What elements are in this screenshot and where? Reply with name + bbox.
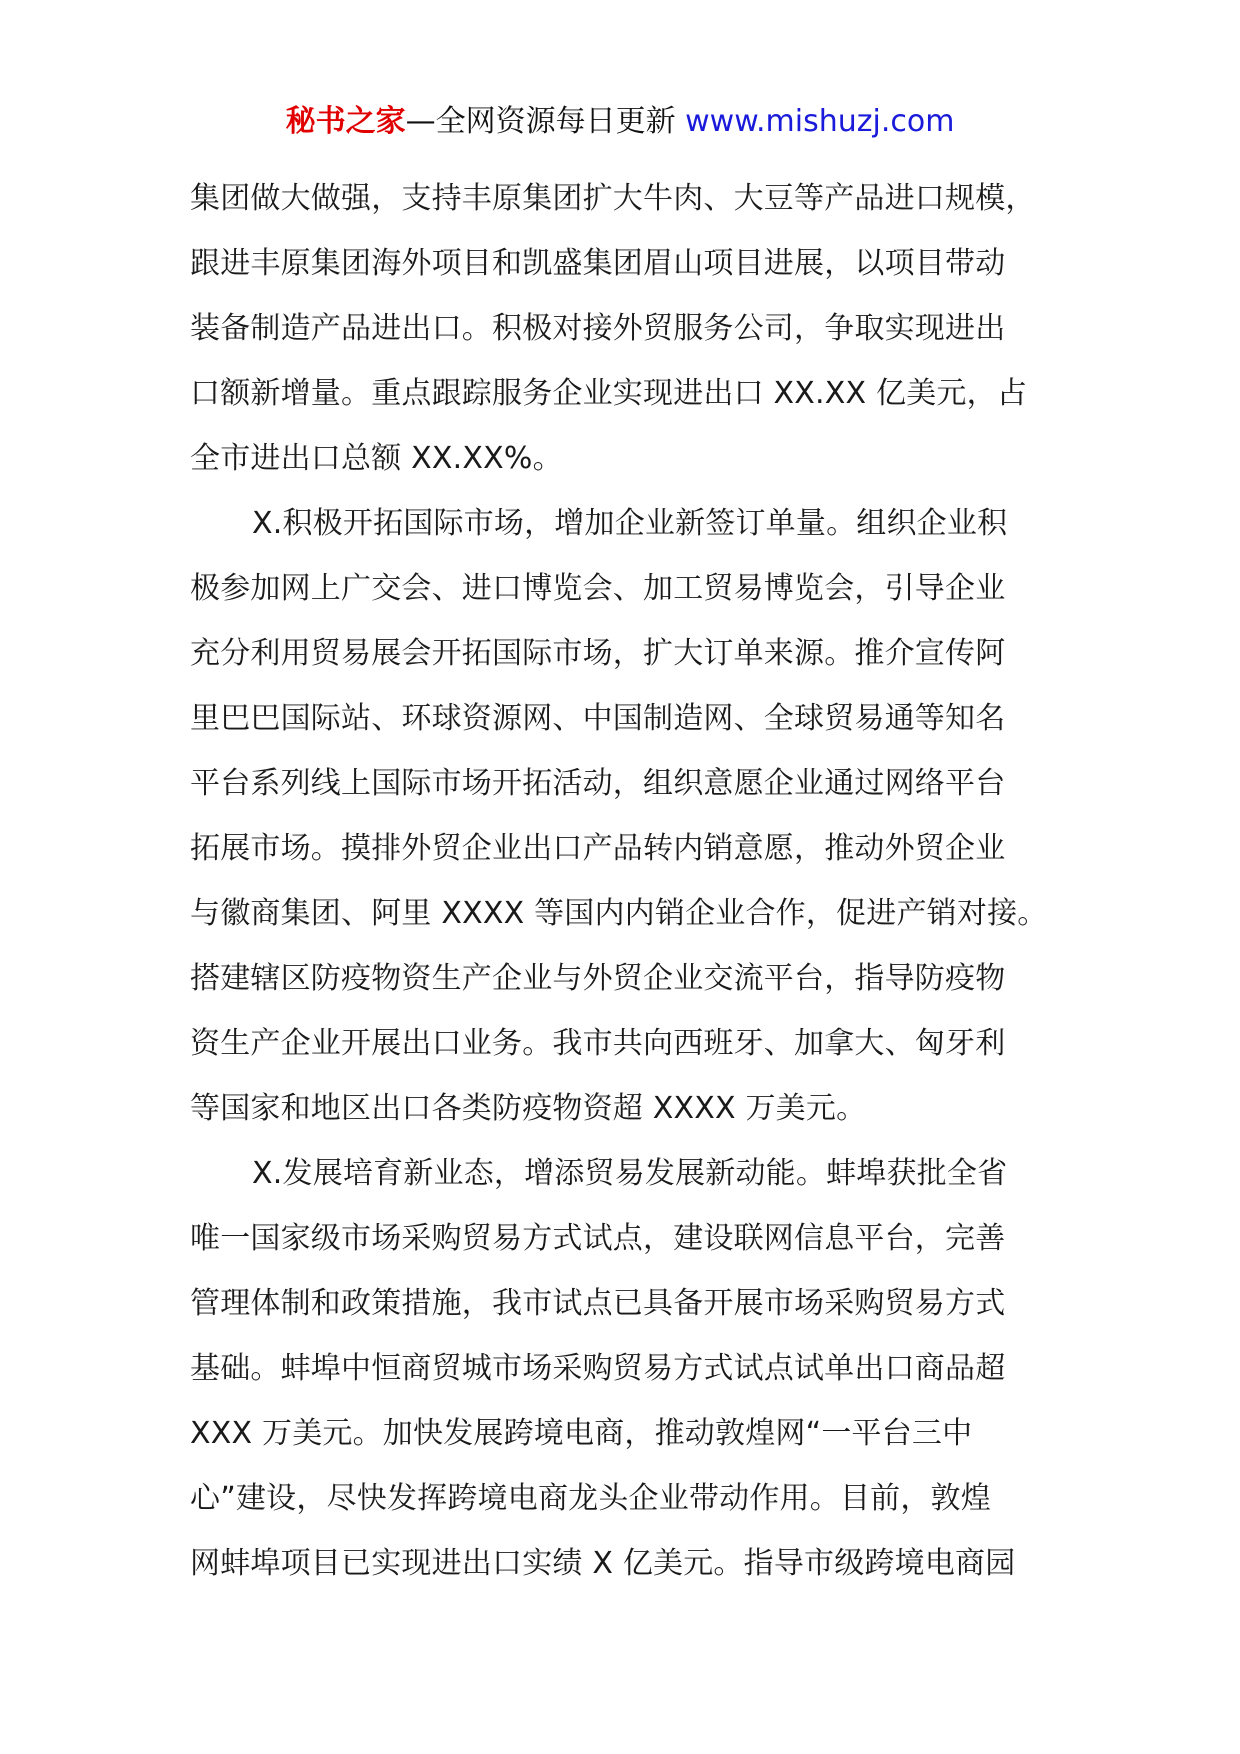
text-line: 管理体制和政策措施，我市试点已具备开展市场采购贸易方式 — [190, 1286, 1006, 1321]
text-line: 装备制造产品进出口。积极对接外贸服务公司，争取实现进出 — [190, 311, 1006, 346]
text-line: 基础。蚌埠中恒商贸城市场采购贸易方式试点试单出口商品超 — [190, 1351, 1006, 1386]
text-line: 资生产企业开展出口业务。我市共向西班牙、加拿大、匈牙利 — [190, 1026, 1006, 1061]
text-line: 口额新增量。重点跟踪服务企业实现进出口 XX.XX 亿美元，占 — [190, 376, 1028, 411]
text-line: 跟进丰原集团海外项目和凯盛集团眉山项目进展，以项目带动 — [190, 246, 1006, 281]
site-header — [0, 100, 1240, 144]
text-line: 与徽商集团、阿里 XXXX 等国内内销企业合作，促进产销对接。 — [190, 896, 1048, 931]
text-line: 唯一国家级市场采购贸易方式试点，建设联网信息平台，完善 — [190, 1221, 1006, 1256]
paragraph-start-line: X.发展培育新业态，增添贸易发展新动能。蚌埠获批全省 — [252, 1156, 1008, 1191]
text-line: 搭建辖区防疫物资生产企业与外贸企业交流平台，指导防疫物 — [190, 961, 1006, 996]
site-url-link[interactable]: www.mishuzj.com — [685, 104, 955, 139]
text-line: 平台系列线上国际市场开拓活动，组织意愿企业通过网络平台 — [190, 766, 1006, 801]
text-line: 等国家和地区出口各类防疫物资超 XXXX 万美元。 — [190, 1091, 867, 1126]
text-line: 拓展市场。摸排外贸企业出口产品转内销意愿，推动外贸企业 — [190, 831, 1006, 866]
text-line: 网蚌埠项目已实现进出口实绩 X 亿美元。指导市级跨境电商园 — [190, 1546, 1016, 1581]
text-line: XXX 万美元。加快发展跨境电商，推动敦煌网“一平台三中 — [190, 1416, 973, 1451]
text-line: 极参加网上广交会、进口博览会、加工贸易博览会，引导企业 — [190, 571, 1006, 606]
brand-name: 秘书之家 — [285, 104, 406, 139]
text-line: 心”建设，尽快发挥跨境电商龙头企业带动作用。目前，敦煌 — [190, 1481, 991, 1516]
text-line: 里巴巴国际站、环球资源网、中国制造网、全球贸易通等知名 — [190, 701, 1006, 736]
header-tagline: —全网资源每日更新 — [405, 104, 686, 139]
text-line: 全市进出口总额 XX.XX%。 — [190, 441, 563, 476]
paragraph-start-line: X.积极开拓国际市场，增加企业新签订单量。组织企业积 — [252, 506, 1008, 541]
text-line: 充分利用贸易展会开拓国际市场，扩大订单来源。推介宣传阿 — [190, 636, 1006, 671]
text-line: 集团做大做强，支持丰原集团扩大牛肉、大豆等产品进口规模， — [190, 181, 1036, 216]
document-body — [190, 166, 1065, 1596]
